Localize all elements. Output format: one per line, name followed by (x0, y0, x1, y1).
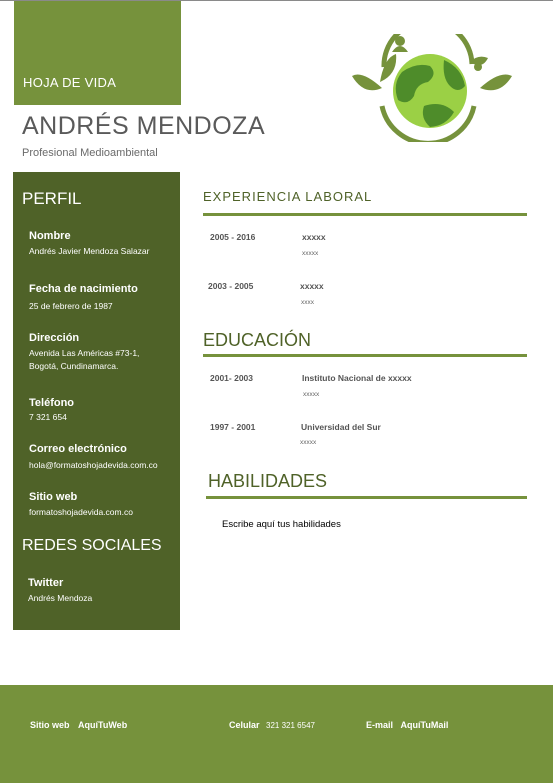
skills-text: Escribe aquí tus habilidades (222, 519, 341, 530)
education-heading: EDUCACIÓN (203, 330, 312, 350)
field-label-fecha: Fecha de nacimiento (29, 283, 138, 295)
banner-label: HOJA DE VIDA (23, 75, 117, 90)
footer-phone (229, 720, 315, 730)
footer-phone-label: Celular (229, 720, 260, 730)
redes-heading: REDES SOCIALES (22, 537, 162, 554)
profile-sidebar (13, 172, 180, 630)
field-label-sitio: Sitio web (29, 491, 78, 503)
field-value-sitio: formatoshojadevida.com.co (29, 507, 133, 517)
education-title: Universidad del Sur (301, 422, 381, 432)
perfil-heading: PERFIL (22, 189, 82, 208)
experience-rule (203, 213, 527, 216)
footer-email-value: AquíTuMail (400, 720, 449, 730)
experience-years: 2005 - 2016 (210, 232, 256, 242)
footer-phone-value: 321 321 6547 (266, 721, 315, 730)
education-years: 2001- 2003 (210, 373, 254, 383)
footer-email (366, 720, 448, 730)
footer-web-label: Sitio web (30, 720, 70, 730)
education-detail: xxxxx (303, 391, 320, 398)
experience-detail: xxxx (301, 299, 314, 306)
field-value-telefono: 7 321 654 (29, 412, 67, 422)
education-detail: xxxxx (300, 439, 317, 446)
field-value-correo: hola@formatoshojadevida.com.co (29, 460, 158, 470)
skills-heading: HABILIDADES (208, 471, 328, 491)
experience-detail: xxxxx (302, 250, 319, 257)
education-years: 1997 - 2001 (210, 422, 256, 432)
field-label-nombre: Nombre (29, 230, 71, 242)
education-rule (203, 354, 527, 357)
footer-web-value: AquíTuWeb (78, 720, 128, 730)
social-value-twitter: Andrés Mendoza (28, 593, 93, 603)
footer-email-label: E-mail (366, 720, 394, 730)
footer-web (30, 720, 127, 730)
skills-rule (206, 496, 527, 499)
social-label-twitter: Twitter (28, 577, 64, 589)
experience-title: xxxxx (302, 232, 326, 242)
experience-years: 2003 - 2005 (208, 281, 254, 291)
experience-title: xxxxx (300, 281, 324, 291)
footer-bar (0, 685, 553, 783)
candidate-profession: Profesional Medioambiental (22, 147, 158, 159)
field-value-nombre: Andrés Javier Mendoza Salazar (29, 246, 150, 256)
candidate-name: ANDRÉS MENDOZA (22, 112, 266, 140)
field-label-telefono: Teléfono (29, 397, 75, 409)
field-value-fecha: 25 de febrero de 1987 (29, 301, 113, 311)
field-value-direccion: Avenida Las Américas #73-1, Bogotá, Cundinamarca. (29, 348, 140, 371)
field-label-correo: Correo electrónico (29, 443, 127, 455)
education-title: Instituto Nacional de xxxxx (302, 373, 412, 383)
experience-heading: EXPERIENCIA LABORAL (203, 189, 373, 204)
field-label-direccion: Dirección (29, 332, 80, 344)
globe-leaves-icon (350, 34, 514, 142)
header-banner (14, 1, 181, 105)
